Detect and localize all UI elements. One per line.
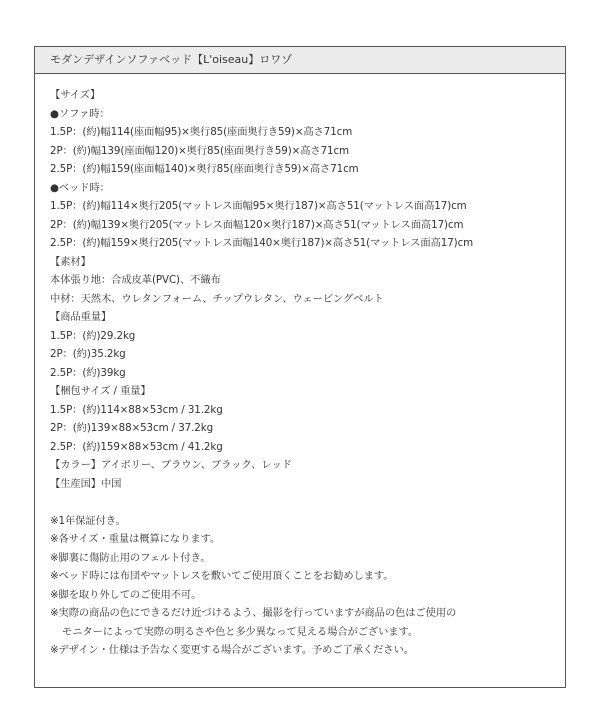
note-mattress: ※ベッド時には布団やマットレスを敷いてご使用頂くことをお勧めします。 [50,570,394,582]
bed-mode-label: ●ベッド時： [50,181,110,194]
note-warranty: ※1年保証付き。 [50,514,126,527]
spec-body [35,74,565,660]
sofa-size-line: 2P：(約)幅139(座面幅120)×奥行85(座面奥行き59)×高さ71cm [50,144,349,157]
weight-line: 2.5P：(約)39kg [50,366,126,379]
sofa-mode-label: ●ソファ時： [50,107,110,120]
bed-size-line: 2.5P：(約)幅159×奥行205(マットレス面幅140×奥行187)×高さ51(マットレス面高17)cm [50,237,474,249]
note-color-line2: モニターによって実際の明るさや色と多少異なって見える場合がございます。 [62,625,419,638]
weight-line: 2P：(約)35.2kg [50,348,126,360]
note-color-line1: ※実際の商品の色にできるだけ近づけるよう、撮影を行っていますが商品の色はご使用の [50,607,457,619]
package-line: 2P：(約)139×88×53cm / 37.2kg [50,422,214,434]
country-of-origin: 【生産国】中国 [50,477,122,490]
note-design: ※デザイン・仕様は予告なく変更する場合がございます。予めご了承ください。 [50,644,414,656]
filling-material: 中材：天然木、ウレタンフォーム、チップウレタン、ウェービングベルト [50,292,384,305]
package-heading: 【梱包サイズ / 重量】 [50,385,151,397]
size-heading: 【サイズ】 [50,89,101,101]
note-felt: ※脚裏に傷防止用のフェルト付き。 [50,551,211,564]
product-spec-box [34,46,566,688]
weight-line: 1.5P：(約)29.2kg [50,329,136,342]
note-legs: ※脚を取り外してのご使用不可。 [50,588,202,601]
color-options: 【カラー】アイボリー、ブラウン、ブラック、レッド [50,459,292,471]
spacer [50,493,565,512]
package-line: 2.5P：(約)159×88×53cm / 41.2kg [50,440,223,453]
upholstery-material: 本体張り地：合成皮革(PVC)、不織布 [50,274,221,286]
package-line: 1.5P：(約)114×88×53cm / 31.2kg [50,403,223,416]
product-title: モダンデザインソファベッド【L'oiseau】ロワゾ [35,47,565,74]
weight-heading: 【商品重量】 [50,311,112,323]
bed-size-line: 2P：(約)幅139×奥行205(マットレス面幅120×奥行187)×高さ51(マットレス面高17)cm [50,218,464,231]
note-weight-approx: ※各サイズ・重量は概算になります。 [50,533,221,545]
sofa-size-line: 2.5P：(約)幅159(座面幅140)×奥行85(座面奥行き59)×高さ71cm [50,163,359,175]
sofa-size-line: 1.5P：(約)幅114(座面幅95)×奥行85(座面奥行き59)×高さ71cm [50,126,353,138]
bed-size-line: 1.5P：(約)幅114×奥行205(マットレス面幅95×奥行187)×高さ51(マットレス面高17)cm [50,200,467,212]
material-heading: 【素材】 [50,255,91,268]
